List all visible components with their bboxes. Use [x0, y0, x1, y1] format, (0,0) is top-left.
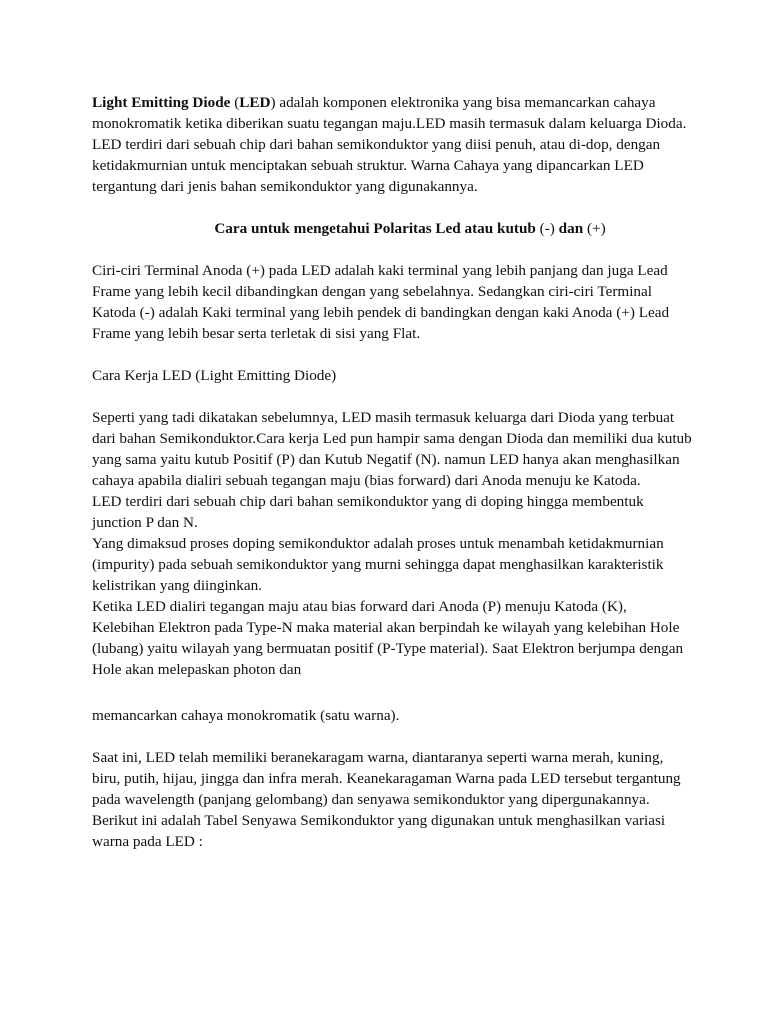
cara-kerja-title: Cara Kerja LED (Light Emitting Diode) [92, 367, 337, 384]
document-page [92, 92, 692, 852]
spacer [92, 680, 692, 705]
terminal-paragraph: Ciri-ciri Terminal Anoda (+) pada LED adalah kaki terminal yang lebih panjang dan juga Lead Frame yang lebih kecil dibandingkan dengan yang sebelahnya. Sedangkan ciri-ciri Terminal Katoda (-) adalah Kaki terminal yang lebih pendek di bandingkan dengan kaki Anoda (+) Lead Frame yang lebih besar serta terletak di sisi yang Flat. [92, 262, 670, 342]
spacer [92, 239, 692, 260]
polarity-dan: dan [558, 220, 584, 237]
body-paragraph-4: Ketika LED dialiri tegangan maju atau bias forward dari Anoda (P) menuju Katoda (K), Kelebihan Elektron pada Type-N maka material akan berpindah ke wilayah yang kelebihan Hole (lubang) yaitu wilayah yang bermuatan positif (P-Type material). Saat Elektron berjumpa dengan Hole akan melepaskan photon dan [92, 598, 684, 678]
continuation-line: memancarkan cahaya monokromatik (satu warna). [92, 707, 400, 724]
spacer [92, 386, 692, 407]
intro-paragraph [92, 92, 692, 197]
spacer [92, 197, 692, 218]
spacer [92, 344, 692, 365]
polarity-minus: (-) [535, 220, 559, 237]
polarity-heading [92, 218, 692, 239]
spacer [92, 726, 692, 747]
intro-rest: ) adalah komponen elektronika yang bisa memancarkan cahaya monokromatik ketika diberikan suatu tegangan maju.LED masih termasuk dalam keluarga Dioda. LED terdiri dari sebuah chip dari bahan semikonduktor yang diisi penuh, atau di-dop, dengan ketidakmurnian untuk menciptakan sebuah struktur. Warna Cahaya yang dipancarkan LED tergantung dari jenis bahan semikonduktor yang digunakannya. [92, 94, 687, 195]
color-paragraph: Saat ini, LED telah memiliki beranekaragam warna, diantaranya seperti warna merah, kuning, biru, putih, hijau, jingga dan infra merah. Keanekaragaman Warna pada LED tersebut tergantung pada wavelength (panjang gelombang) dan senyawa semikonduktor yang dipergunakannya. Berikut ini adalah Tabel Senyawa Semikonduktor yang digunakan untuk menghasilkan variasi warna pada LED : [92, 749, 681, 850]
polarity-heading-bold: Cara untuk mengetahui Polaritas Led atau kutub [214, 220, 536, 237]
intro-open-paren: ( [230, 94, 240, 111]
body-paragraph-3: Yang dimaksud proses doping semikonduktor adalah proses untuk menambah ketidakmurnian (impurity) pada sebuah semikonduktor yang murni sehingga dapat menghasilkan karakteristik kelistrikan yang diinginkan. [92, 535, 664, 594]
body-paragraph-1: Seperti yang tadi dikatakan sebelumnya, LED masih termasuk keluarga dari Dioda yang terbuat dari bahan Semikonduktor.Cara kerja Led pun hampir sama dengan Dioda dan memiliki dua kutub yang sama yaitu kutub Positif (P) dan Kutub Negatif (N). namun LED hanya akan menghasilkan cahaya apabila dialiri sebuah tegangan maju (bias forward) dari Anoda menuju ke Katoda. [92, 409, 692, 489]
intro-abbr: LED [239, 94, 271, 111]
body-paragraph-2: LED terdiri dari sebuah chip dari bahan semikonduktor yang di doping hingga membentuk junction P dan N. [92, 493, 644, 531]
polarity-plus: (+) [583, 220, 606, 237]
intro-term: Light Emitting Diode [92, 94, 231, 111]
